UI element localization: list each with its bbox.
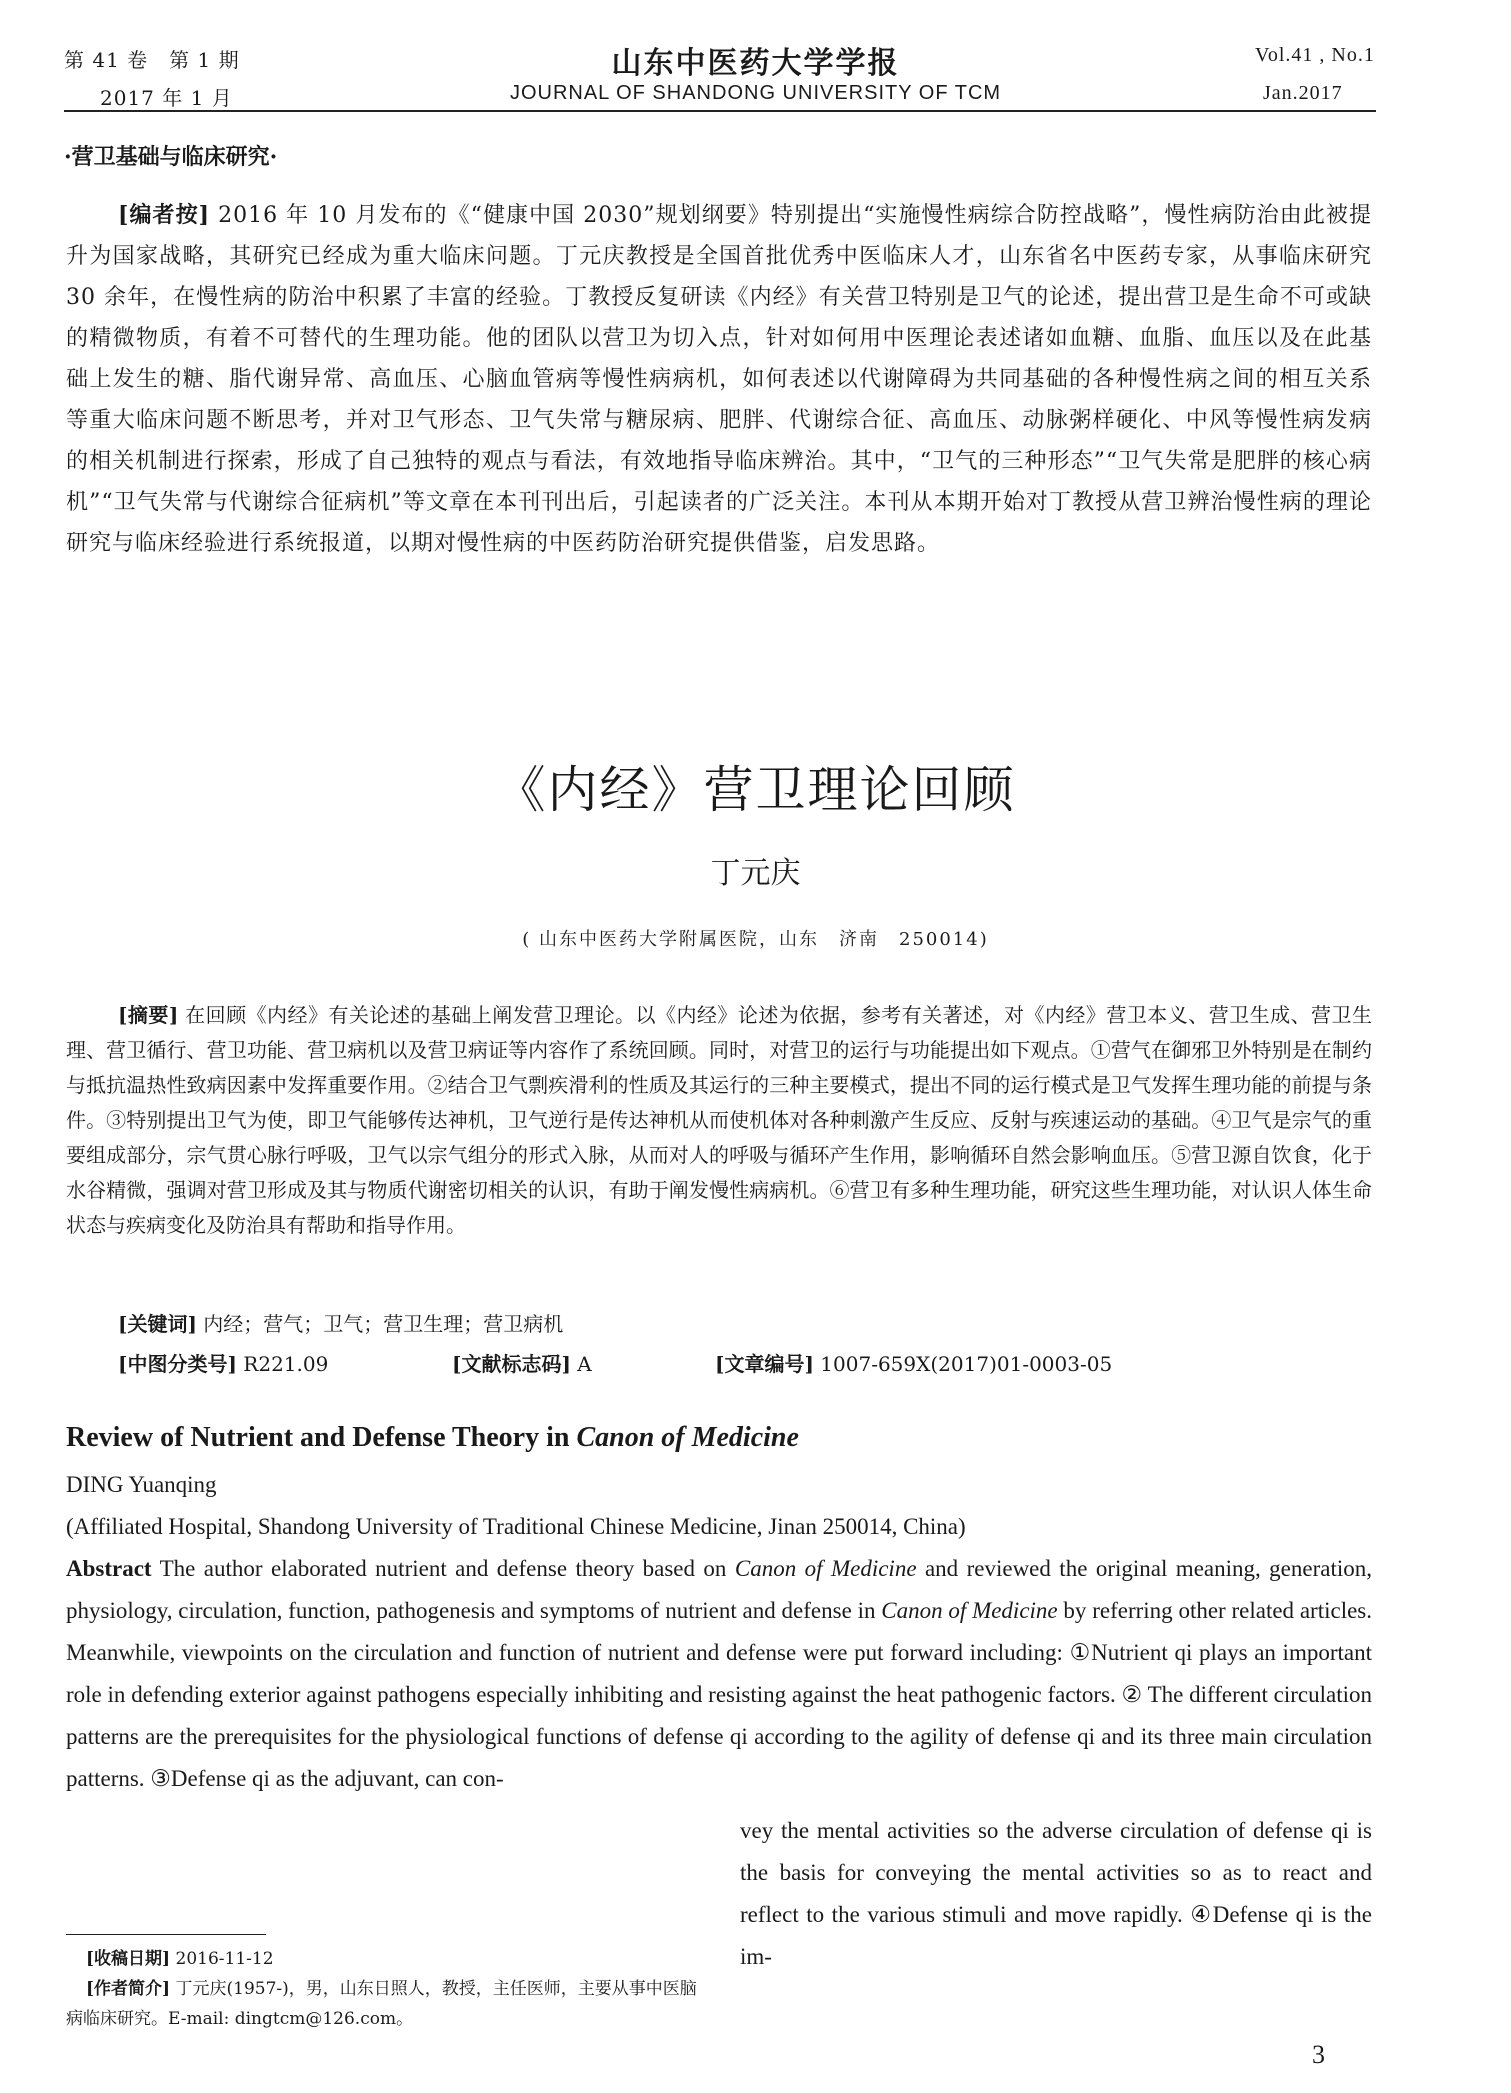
keywords-label: [关键词] <box>118 1312 197 1336</box>
keywords-row <box>118 1308 563 1337</box>
doc-code-label: [文献标志码] <box>452 1352 571 1376</box>
abstract-en-part2: and reviewed the original meaning, generation, physiology, circulation, function, pathogenesis and symptoms of nutrient and defense in <box>66 1556 1372 1623</box>
abstract-en-column: vey the mental activities so the adverse circulation of defense qi is the basis for conveying the mental activities so as to react and reflect to the various stimuli and move rapidly. ④Defense qi is the im- <box>740 1818 1372 1969</box>
affiliation-zh: ( 山东中医药大学附属医院，山东 济南 250014) <box>522 929 989 950</box>
article-title-zh: 《内经》营卫理论回顾 <box>495 761 1016 819</box>
volume-issue-en: Vol.41 , No.1 <box>1255 44 1375 66</box>
volume-issue-zh: 第 41 卷 第 1 期 <box>64 48 240 72</box>
keywords-value: 内经；营气；卫气；营卫生理；营卫病机 <box>196 1312 564 1336</box>
editor-note-text: 2016 年 10 月发布的《“健康中国 2030”规划纲要》特别提出“实施慢性病综合防控战略”，慢性病防治由此被提升为国家战略，其研究已经成为重大临床问题。丁元庆教授是全国首批优秀中医临床人才，山东省名中医药专家，从事临床研究 30 余年，在慢性病的防治中积累了丰富的经验。丁教授反复研读《内经》有关营卫特别是卫气的论述，提出营卫是生命不可或缺的精微物质，有着不可替代的生理功能。他的团队以营卫为切入点，针对如何用中医理论表述诸如血糖、血脂、血压以及在此基础上发生的糖、脂代谢异常、高血压、心脑血管病等慢性病病机，如何表述以代谢障碍为共同基础的各种慢性病之间的相互关系等重大临床问题不断思考，并对卫气形态、卫气失常与糖尿病、肥胖、代谢综合征、高血压、动脉粥样硬化、中风等慢性病发病的相关机制进行探索，形成了自己独特的观点与看法，有效地指导临床辨治。其中，“卫气的三种形态”“卫气失常是肥胖的核心病机”“卫气失常与代谢综合征病机”等文章在本刊刊出后，引起读者的广泛关注。本刊从本期开始对丁教授从营卫辨治慢性病的理论研究与临床经验进行系统报道，以期对慢性病的中医药防治研究提供借鉴，启发思路。 <box>66 203 1372 556</box>
abstract-zh <box>66 998 1372 1243</box>
author-bio <box>66 1974 706 2034</box>
doc-code-row <box>452 1348 592 1377</box>
journal-title-en: JOURNAL OF SHANDONG UNIVERSITY OF TCM <box>509 82 1002 104</box>
abstract-en-italic1: Canon of Medicine <box>734 1556 917 1581</box>
journal-title-zh: 山东中医药大学学报 <box>611 46 900 81</box>
clc-value: R221.09 <box>236 1352 329 1376</box>
page-number: 3 <box>1312 2040 1325 2069</box>
header-rule <box>64 110 1376 112</box>
abstract-label-en: Abstract <box>66 1556 152 1581</box>
footnote-rule <box>66 1934 266 1935</box>
abstract-en-part1: The author elaborated nutrient and defense theory based on <box>151 1556 735 1581</box>
article-no-value: 1007-659X(2017)01-0003-05 <box>813 1352 1113 1376</box>
abstract-text-zh: 在回顾《内经》有关论述的基础上阐发营卫理论。以《内经》论述为依据，参考有关著述，对《内经》营卫本义、营卫生成、营卫生理、营卫循行、营卫功能、营卫病机以及营卫病证等内容作了系统回顾。同时，对营卫的运行与功能提出如下观点。①营气在御邪卫外特别是在制约与抵抗温热性致病因素中发挥重要作用。②结合卫气剽疾滑利的性质及其运行的三种主要模式，提出不同的运行模式是卫气发挥生理功能的前提与条件。③特别提出卫气为使，即卫气能够传达神机，卫气逆行是传达神机从而使机体对各种刺激产生反应、反射与疾速运动的基础。④卫气是宗气的重要组成部分，宗气贯心脉行呼吸，卫气以宗气组分的形式入脉，从而对人的呼吸与循环产生作用，影响循环自然会影响血压。⑤营卫源自饮食，化于水谷精微，强调对营卫形成及其与物质代谢密切相关的认识，有助于阐发慢性病病机。⑥营卫有多种生理功能，研究这些生理功能，对认识人体生命状态与疾病变化及防治具有帮助和指导作用。 <box>66 1003 1372 1237</box>
received-date <box>86 1944 274 1974</box>
article-title-en <box>66 1422 799 1454</box>
received-label: [收稿日期] <box>86 1949 171 1969</box>
abstract-en-part3: by referring other related articles. Meanwhile, viewpoints on the circulation and function of nutrient and defense were put forward including: ①Nutrient qi plays an important role in defending exterior against pathogens especially inhibiting and resisting against the heat pathogenic factors. ② The different circulation patterns are the prerequisites for the physiological functions of defense qi according to the agility of defense qi and its three main circulation patterns. ③Defense qi as the adjuvant, can con- <box>66 1598 1372 1791</box>
abstract-label-zh: [摘要] <box>118 1003 179 1027</box>
doc-code-value: A <box>570 1352 592 1376</box>
bio-label: [作者简介] <box>86 1979 171 1999</box>
article-title-en-main: Review of Nutrient and Defense Theory in <box>66 1422 577 1453</box>
author-en: DING Yuanqing <box>66 1472 217 1497</box>
date-zh: 2017 年 1 月 <box>100 86 233 110</box>
clc-label: [中图分类号] <box>118 1352 237 1376</box>
date-en: Jan.2017 <box>1263 82 1343 104</box>
editor-note <box>66 195 1372 564</box>
affiliation-en: (Affiliated Hospital, Shandong University of Traditional Chinese Medicine, Jinan 250014, China) <box>66 1514 966 1539</box>
bio-value: 丁元庆(1957-)，男，山东日照人，教授，主任医师，主要从事中医脑病临床研究。E-mail: dingtcm@126.com。 <box>66 1979 697 2029</box>
abstract-en-italic2: Canon of Medicine <box>881 1598 1058 1623</box>
section-tag: ·营卫基础与临床研究· <box>64 144 278 170</box>
article-no-row <box>715 1348 1112 1377</box>
article-title-en-italic: Canon of Medicine <box>576 1422 799 1453</box>
author-zh: 丁元庆 <box>710 856 801 891</box>
editor-note-label: [编者按] <box>118 202 211 228</box>
clc-row <box>118 1348 328 1377</box>
received-value: 2016-11-12 <box>170 1949 274 1969</box>
abstract-en <box>66 1548 1372 1800</box>
article-no-label: [文章编号] <box>715 1352 814 1376</box>
